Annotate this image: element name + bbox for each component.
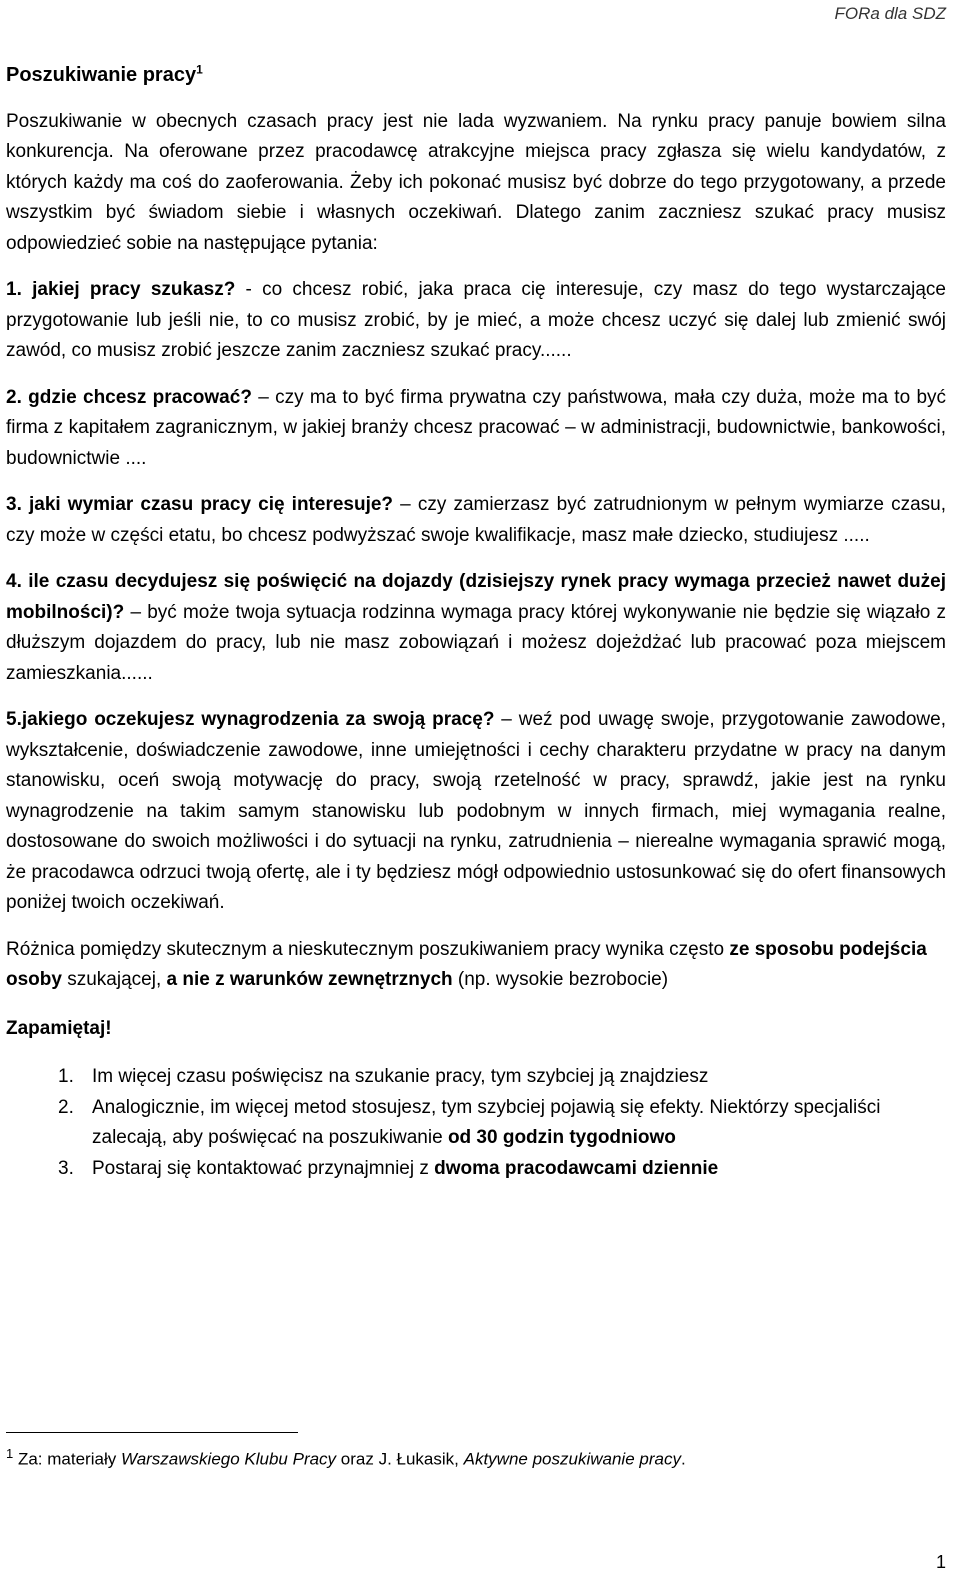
question-body: – weź pod uwagę swoje, przygotowanie zawodowe, wykształcenie, doświadczenie zawodowe, inne umiejętności i cechy charakteru przydatne w pracy na danym stanowisku, oceń swoją motywację do pracy, swoją rzetelność w pracy, sprawdź, jakie jest na rynku wynagrodzenie na takim samym stanowisku lub podobnym w innych firmach, miej wymagania realne, dostosowane do swoich możliwości i do sytuacji na rynku, zatrudnienia – nierealne wymagania sprawić mogą, że pracodawca odrzuci twoją ofertę, ale i ty będziesz mógł odpowiednio ustosunkować się do ofert finansowych poniżej twoich oczekiwań. <box>6 709 946 913</box>
question-body: – czy ma to być firma prywatna czy państwowa, mała czy duża, może ma to być firma z kapitałem zagranicznym, w jakiej branży chcesz pracować – w administracji, budownictwie, bankowości, budownictwie .... <box>6 386 947 469</box>
footnote-source-title: Warszawskiego Klubu Pracy <box>120 1449 337 1469</box>
tips-list <box>6 1062 946 1184</box>
footnote-text: oraz J. Łukasik, <box>336 1449 464 1469</box>
remember-heading: Zapamiętaj! <box>6 1017 112 1039</box>
question-body: - co chcesz robić, jaka praca cię interesuje, czy masz do tego wystarczające przygotowanie lub jeśli nie, to co musisz zrobić, by je mieć, a może chcesz uczyć się dalej lub zmienić swój zawód, co musisz zrobić jeszcze zanim zaczniesz szukać pracy...... <box>6 279 946 361</box>
list-number: 3. <box>58 1157 74 1179</box>
running-header: FORa dla SDZ <box>834 4 946 23</box>
tip-text: Postaraj się kontaktować przynajmniej z <box>92 1157 435 1179</box>
footnote-source-title: Aktywne poszukiwanie pracy <box>463 1449 681 1469</box>
title-text: Poszukiwanie pracy <box>6 64 197 86</box>
footnote-separator <box>6 1432 298 1433</box>
question-number: 2. <box>6 386 22 408</box>
question-title: ile czasu decydujesz się poświęcić na dojazdy (dzisiejszy rynek pracy wymaga przecież nawet dużej mobilności)? <box>6 571 947 623</box>
question-title: gdzie chcesz pracować? <box>28 386 252 408</box>
page-number: 1 <box>935 1552 946 1572</box>
document-body <box>6 60 946 1184</box>
question-title: jakiego oczekujesz wynagrodzenia za swoją pracę? <box>21 709 495 730</box>
question-number: 1. <box>6 279 22 300</box>
difference-text: (np. wysokie bezrobocie) <box>452 969 669 990</box>
footnote-text: . <box>680 1449 686 1469</box>
question-5 <box>6 705 946 919</box>
difference-text: Różnica pomiędzy skutecznym a nieskutecznym poszukiwaniem pracy wynika często <box>6 938 730 960</box>
list-number: 2. <box>58 1096 74 1118</box>
tip-emphasis: od 30 godzin tygodniowo <box>447 1127 676 1148</box>
title-footnote-ref: 1 <box>196 62 203 77</box>
question-body: – być może twoja sytuacja rodzinna wymaga pracy której wykonywanie nie będzie się wiązało z dłuższym dojazdem do pracy, lub nie masz zobowiązań i możesz dojeżdżać lub pracować poza miejscem zamieszkania...... <box>6 601 946 684</box>
tip-emphasis: dwoma pracodawcami dziennie <box>434 1157 719 1179</box>
question-title: jakiej pracy szukasz? <box>32 279 236 300</box>
document-title <box>6 60 946 91</box>
difference-text: szukającej, <box>61 969 167 990</box>
question-body: – czy zamierzasz być zatrudnionym w pełnym wymiarze czasu, czy może w części etatu, bo chcesz podwyższać swoje kwalifikacje, masz małe dziecko, studiujesz ..... <box>6 494 947 546</box>
question-2 <box>6 383 946 475</box>
list-item <box>6 1154 946 1185</box>
footnote <box>6 1442 686 1472</box>
list-item <box>6 1062 946 1093</box>
question-number: 4. <box>6 571 22 592</box>
difference-emphasis: a nie z warunków zewnętrznych <box>166 969 453 990</box>
question-1 <box>6 275 946 367</box>
question-number: 3. <box>6 494 22 515</box>
question-3 <box>6 490 946 551</box>
question-title: jaki wymiar czasu pracy cię interesuje? <box>28 494 394 515</box>
difference-paragraph <box>6 935 946 996</box>
list-item <box>6 1093 946 1154</box>
list-number: 1. <box>58 1066 74 1087</box>
tip-text: Analogicznie, im więcej metod stosujesz, tym szybciej pojawią się efekty. Niektórzy specjaliści zalecają, aby poświęcać na poszukiwanie <box>92 1096 881 1148</box>
tip-text: Im więcej czasu poświęcisz na szukanie pracy, tym szybciej ją znajdziesz <box>92 1066 709 1087</box>
difference-emphasis: ze sposobu podejścia osoby <box>6 938 927 990</box>
intro-paragraph: Poszukiwanie w obecnych czasach pracy jest nie lada wyzwaniem. Na rynku pracy panuje bowiem silna konkurencja. Na oferowane przez pracodawcę atrakcyjne miejsca pracy zgłasza się wielu kandydatów, z których każdy ma coś do zaoferowania. Żeby ich pokonać musisz być dobrze do tego przygotowany, a przede wszystkim być świadom siebie i własnych oczekiwań. Dlatego zanim zaczniesz szukać pracy musisz odpowiedzieć sobie na następujące pytania: <box>6 110 946 254</box>
question-4 <box>6 567 946 689</box>
question-number: 5. <box>6 709 22 730</box>
footnote-text: Za: materiały <box>17 1449 121 1469</box>
footnote-number: 1 <box>6 1446 14 1461</box>
